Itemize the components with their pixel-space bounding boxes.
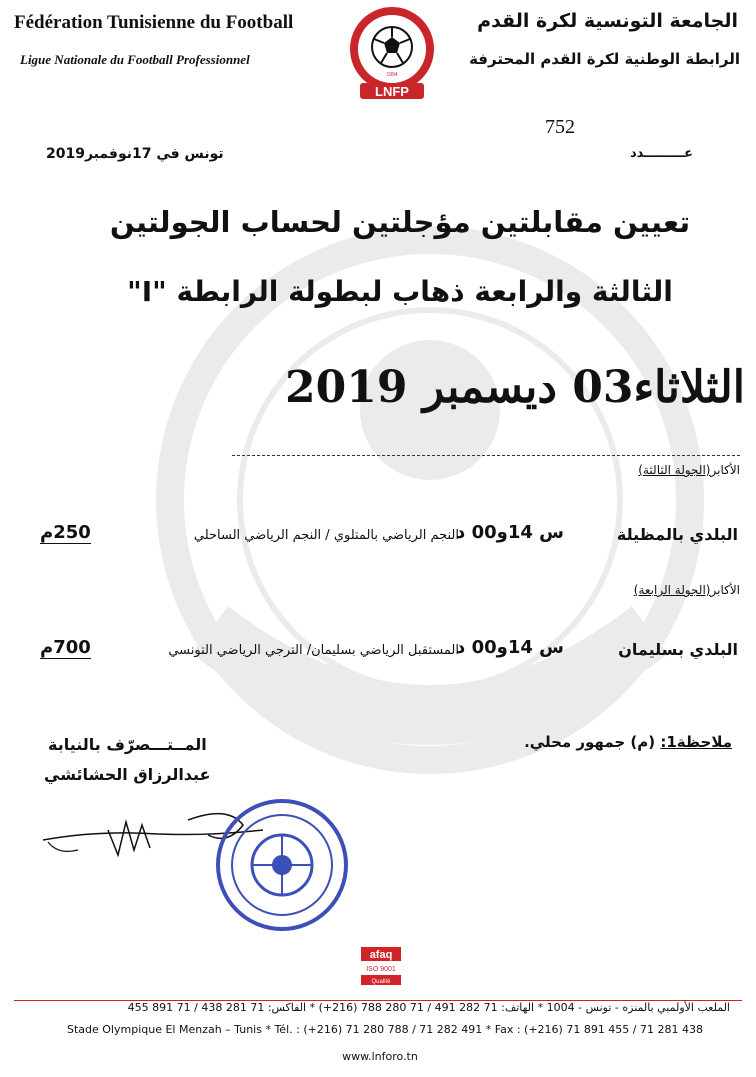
- issue-date: تونس في 17نوفمبر2019: [46, 146, 224, 162]
- match-date-heading: الثلاثاء03 ديسمبر 2019: [285, 362, 745, 413]
- signatory-title: المــتـــصرّف بالنيابة: [48, 735, 207, 754]
- category-label: الأكابر: [710, 583, 740, 597]
- section-label: [638, 463, 740, 477]
- category-label: الأكابر: [710, 463, 740, 477]
- league-name-fr: Ligue Nationale du Football Professionnel: [20, 52, 250, 67]
- document-number: 752: [545, 116, 575, 138]
- title-line-2: الثالثة والرابعة ذهاب لبطولة الرابطة "I": [127, 275, 673, 308]
- lnfp-logo: [346, 3, 438, 103]
- match-teams: المستقبل الرياضي بسليمان/ الترجي الرياضي التونسي: [168, 643, 459, 658]
- note-text: (م) جمهور محلي.: [524, 733, 661, 751]
- kickoff-time: س 14و00 د: [456, 637, 564, 658]
- afaq-iso-logo: [361, 947, 401, 989]
- official-stamp: [210, 795, 355, 935]
- date-underline: [232, 455, 740, 456]
- federation-name-ar: الجامعة التونسية لكرة القدم: [477, 10, 738, 32]
- match-fee: 700م: [40, 637, 91, 658]
- afaq-quality: Qualité: [371, 979, 391, 985]
- venue: البلدي بالمظيلة: [616, 525, 738, 544]
- afaq-iso: ISO 9001: [366, 966, 396, 973]
- footer-address-ar: الملعب الأولمبي بالمنزه - تونس - 1004 * الهاتف: 71 282 491 / 71 280 788 (216+) * الفاكس: 71 281 438 / 71 891 455: [127, 1001, 730, 1014]
- match-fee: 250م: [40, 522, 91, 543]
- venue: البلدي بسليمان: [618, 640, 738, 659]
- section-label: [634, 583, 740, 597]
- round-label: (الجولة الرابعة): [633, 583, 711, 597]
- footer-address-fr: Stade Olympique El Menzah – Tunis * Tél. : (+216) 71 280 788 / 71 282 491 * Fax : (+216) 71 891 455 / 71 281 438: [66, 1023, 703, 1036]
- match-teams: النجم الرياضي بالمتلوي / النجم الرياضي الساحلي: [193, 528, 459, 543]
- afaq-brand: afaq: [369, 949, 393, 961]
- kickoff-time: س 14و00 د: [456, 522, 564, 543]
- round-label: (الجولة الثالثة): [638, 463, 711, 477]
- note-label: ملاحظة1:: [660, 733, 732, 751]
- title-line-1: تعيين مقابلتين مؤجلتين لحساب الجولتين: [109, 205, 691, 239]
- note: [524, 733, 732, 751]
- document-number-label: عـــــــــدد: [630, 146, 694, 161]
- federation-name-fr: Fédération Tunisienne du Football: [14, 12, 294, 33]
- footer-website[interactable]: www.lnforo.tn: [342, 1050, 418, 1063]
- logo-text: LNFP: [375, 84, 409, 99]
- league-name-ar: الرابطة الوطنية لكرة القدم المحترفة: [469, 50, 740, 68]
- logo-year: 1994: [386, 72, 398, 78]
- signatory-name: عبدالرزاق الحشائشي: [44, 765, 211, 784]
